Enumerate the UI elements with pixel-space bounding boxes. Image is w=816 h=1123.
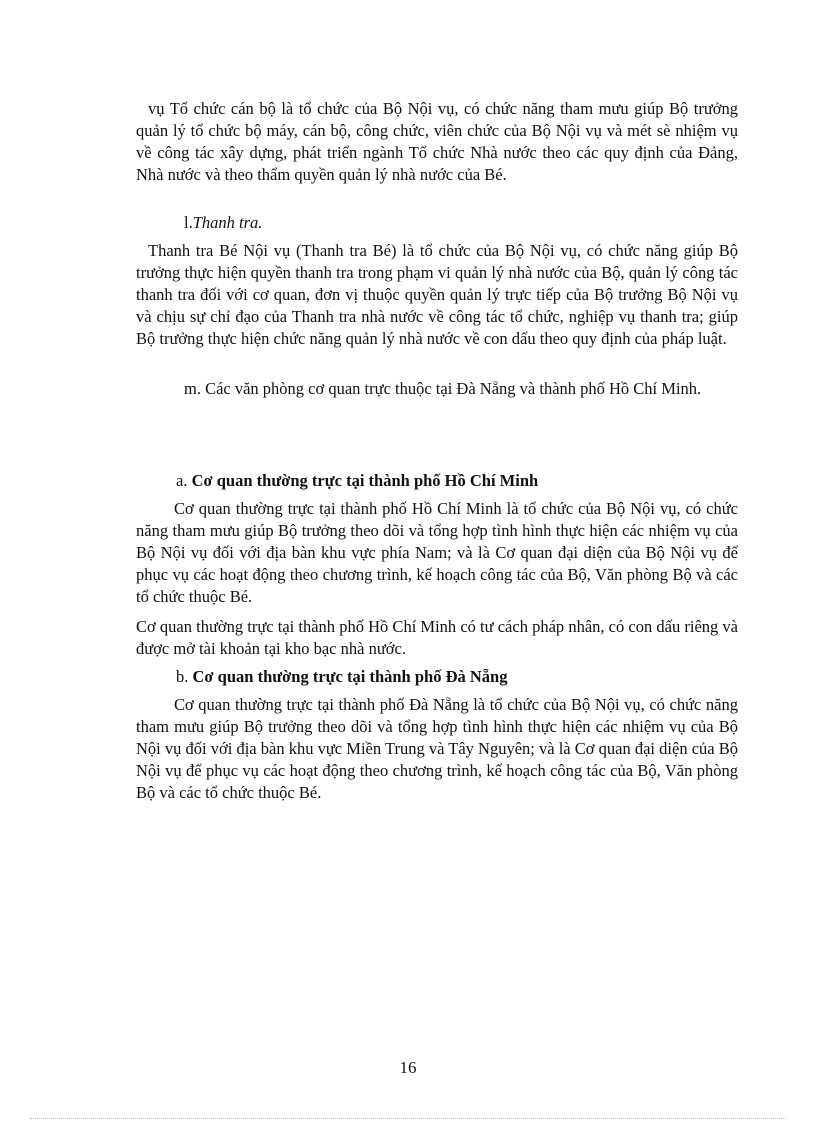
bottom-divider (30, 1118, 786, 1119)
paragraph-thanh-tra: Thanh tra Bé Nội vụ (Thanh tra Bé) là tổ chức của Bộ Nội vụ, có chức năng giúp Bộ trưởng thực hiện quyền thanh tra trong phạm vi quản lý nhà nước của Bộ, quản lý công tác thanh tra đối với cơ quan, đơn vị thuộc quyền quản lý trực tiếp của Bộ trưởng Bộ Nội vụ và chịu sự chỉ đạo của Thanh tra nhà nước về công tác tổ chức, nghiệp vụ thanh tra; giúp Bộ trưởng thực hiện chức năng quản lý nhà nước về con dấu theo quy định của pháp luật. (136, 241, 738, 348)
paragraph-to-chuc-can-bo: vụ Tổ chức cán bộ là tổ chức của Bộ Nội vụ, có chức năng tham mưu giúp Bộ trưởng quản lý tổ chức bộ máy, cán bộ, công chức, viên chức của Bộ Nội vụ và mét sè nhiệm vụ về công tác xây dựng, phát triển ngành Tổ chức Nhà nước theo các quy định của Đảng, Nhà nước và theo thẩm quyền quản lý nhà nước của Bé. (136, 99, 738, 184)
heading-b-title: Cơ quan thường trực tại thành phố Đà Nẵng (192, 667, 508, 686)
page-number: 16 (399, 1058, 417, 1077)
paragraph-co-quan-hcm: Cơ quan thường trực tại thành phố Hồ Chí Minh là tổ chức của Bộ Nội vụ, có chức năng tham mưu giúp Bộ trưởng theo dõi và tổng hợp tình hình thực hiện các nhiệm vụ của Bộ Nội vụ đối với địa bàn khu vực phía Nam; và là Cơ quan đại diện của Bộ Nội vụ để phục vụ các hoạt động theo chương trình, kế hoạch công tác của Bộ, Văn phòng Bộ và các tổ chức thuộc Bé. (136, 499, 738, 606)
heading-a-title: Cơ quan thường trực tại thành phố Hồ Chí Minh (191, 471, 539, 490)
item-m-heading: m. Các văn phòng cơ quan trực thuộc tại Đà Nẵng và thành phố Hồ Chí Minh. (184, 379, 702, 398)
heading-a-prefix: a. (176, 471, 188, 490)
item-l-number: l. (184, 213, 193, 232)
heading-b (176, 666, 507, 688)
item-l-title: Thanh tra. (192, 213, 263, 232)
heading-a (176, 470, 538, 492)
paragraph-phap-nhan-hcm: Cơ quan thường trực tại thành phố Hồ Chí Minh có tư cách pháp nhân, có con dấu riêng và được mở tài khoản tại kho bạc nhà nước. (136, 617, 738, 658)
item-l-heading (184, 212, 262, 234)
paragraph-co-quan-da-nang: Cơ quan thường trực tại thành phố Đà Nẵng là tổ chức của Bộ Nội vụ, có chức năng tham mưu giúp Bộ trưởng theo dõi và tổng hợp tình hình thực hiện các nhiệm vụ của Bộ Nội vụ đối với địa bàn khu vực Miền Trung và Tây Nguyên; và là Cơ quan đại diện của Bộ Nội vụ để phục vụ các hoạt động theo chương trình, kế hoạch công tác của Bộ, Văn phòng Bộ và các tổ chức thuộc Bé. (136, 695, 738, 802)
heading-b-prefix: b. (176, 667, 189, 686)
